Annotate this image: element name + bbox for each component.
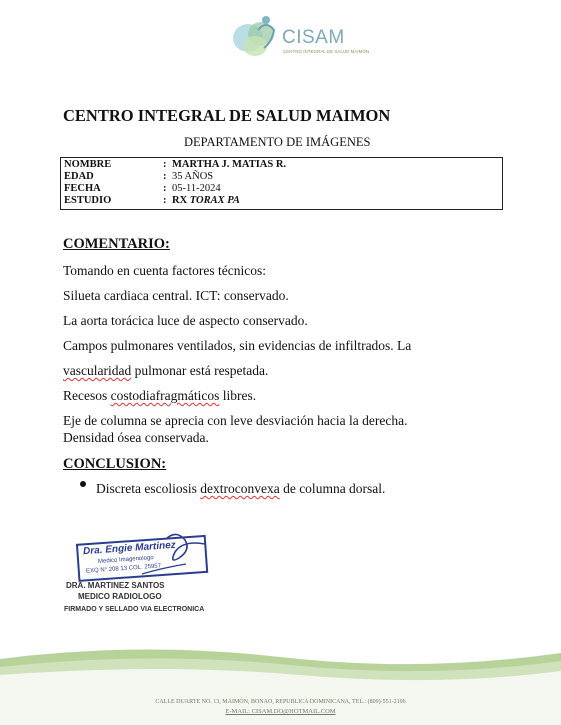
- comentario-line: Eje de columna se aprecia con leve desviación hacia la derecha.: [63, 413, 408, 428]
- comentario-line: La aorta torácica luce de aspecto conservado.: [63, 313, 308, 328]
- info-colon: :: [163, 171, 167, 182]
- info-label: ESTUDIO: [64, 195, 112, 206]
- info-label: EDAD: [64, 171, 94, 182]
- info-label: NOMBRE: [64, 159, 112, 170]
- stamp-role: Medico Imagenologo: [97, 555, 154, 565]
- comentario-line: Silueta cardiaca central. ICT: conservado.: [63, 288, 289, 303]
- logo-tagline: CENTRO INTEGRAL DE SALUD MAIMON: [283, 49, 370, 54]
- info-value: RX TORAX PA: [172, 195, 240, 206]
- info-colon: :: [163, 159, 167, 170]
- info-value: 35 AÑOS: [172, 171, 214, 182]
- department-subtitle: DEPARTAMENTO DE IMÁGENES: [184, 135, 371, 149]
- comentario-line: Campos pulmonares ventilados, sin evidencias de infiltrados. La: [63, 338, 412, 353]
- info-label: FECHA: [64, 183, 101, 194]
- comentario-line: vascularidad pulmonar está respetada.: [63, 363, 269, 378]
- footer-email[interactable]: E-MAIL: CISAM.DO@HOTMAIL.COM: [225, 708, 336, 715]
- info-value: 05-11-2024: [172, 183, 221, 194]
- conclusion-item: Discreta escoliosis dextroconvexa de columna dorsal.: [96, 481, 386, 496]
- stamp-exequatur: EXQ N° 208 13 COL. 25957: [85, 563, 162, 575]
- patient-info-box: [60, 157, 503, 210]
- info-colon: :: [163, 183, 167, 194]
- comentario-heading: COMENTARIO:: [63, 236, 170, 252]
- comentario-line: Densidad ósea conservada.: [63, 430, 209, 445]
- doctor-name: DRA. MARTINEZ SANTOS: [66, 581, 165, 590]
- signature-note: FIRMADO Y SELLADO VIA ELECTRONICA: [64, 606, 205, 613]
- comentario-line: Tomando en cuenta factores técnicos:: [63, 263, 266, 278]
- doctor-title: MEDICO RADIOLOGO: [78, 592, 162, 601]
- conclusion-heading: CONCLUSION:: [63, 456, 167, 472]
- info-value: MARTHA J. MATIAS R.: [172, 159, 287, 170]
- footer-address: CALLE DUARTE NO. 13, MAIMÓN, BONAO, REPUBLICA DOMINICANA, TEL.: (809)-551-2196: [155, 699, 406, 705]
- page-title: CENTRO INTEGRAL DE SALUD MAIMON: [63, 106, 391, 125]
- info-colon: :: [163, 195, 167, 206]
- logo-name: CISAM: [282, 27, 345, 48]
- bullet-icon: [80, 481, 86, 487]
- comentario-line: Recesos costodiafragmáticos libres.: [63, 388, 257, 403]
- stamp-name: Dra. Engie Martinez: [82, 539, 177, 558]
